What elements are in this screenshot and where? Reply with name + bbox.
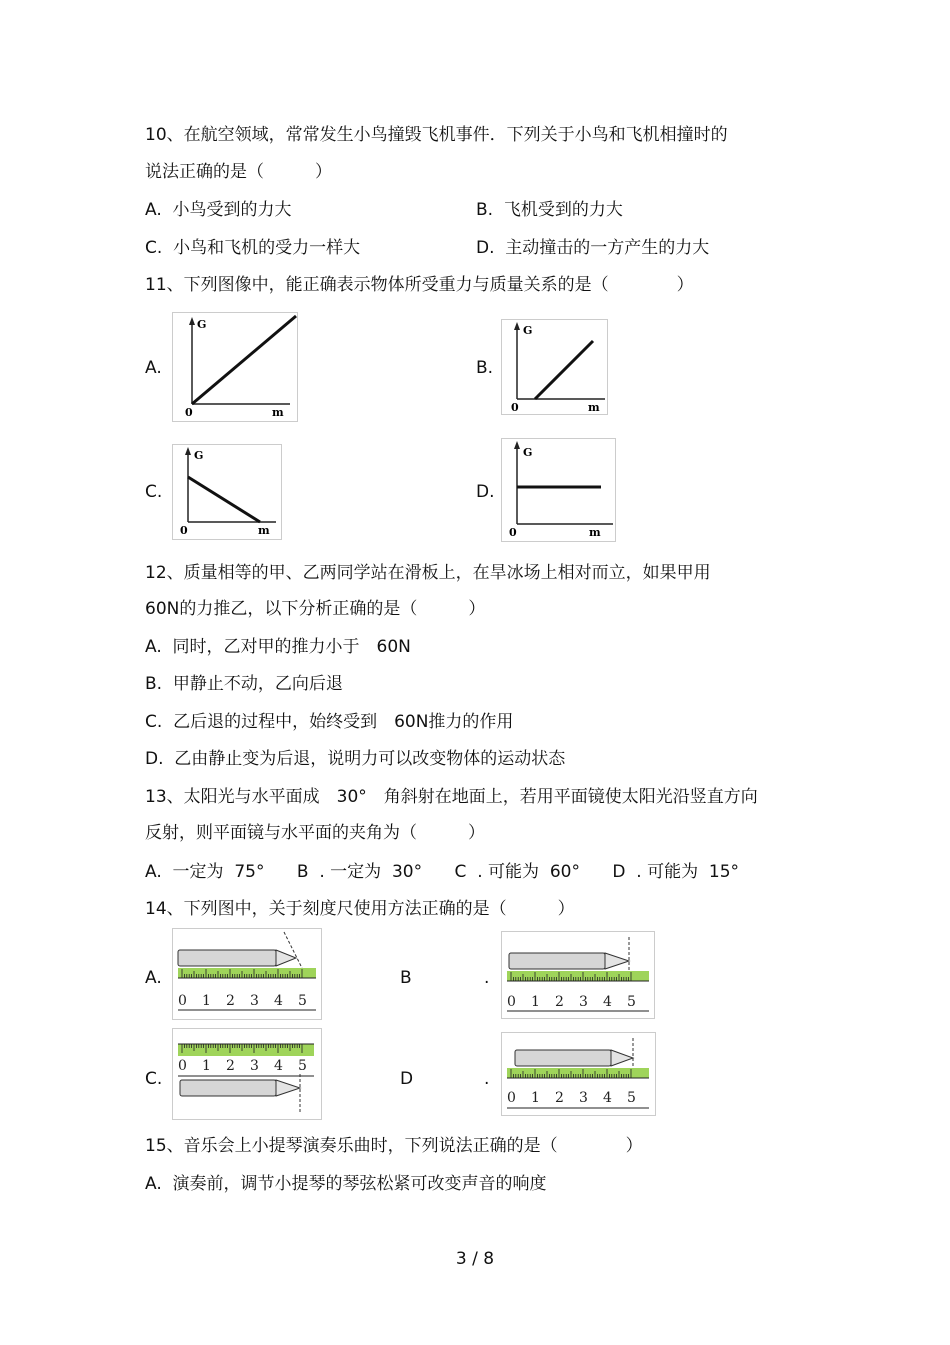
q10-stem-line2: 说法正确的是（ ）	[145, 162, 332, 182]
ruler-label: 0	[507, 994, 516, 1010]
q12-stem-line1: 12、质量相等的甲、乙两同学站在滑板上，在旱冰场上相对而立，如果甲用	[145, 563, 711, 583]
q10-stem-line1: 10、在航空领域，常常发生小鸟撞毁飞机事件．下列关于小鸟和飞机相撞时的	[145, 125, 728, 145]
ruler-label: 1	[531, 1090, 540, 1106]
ruler-label: 0	[507, 1090, 516, 1106]
q14-figure-d	[501, 1032, 656, 1116]
q10-option-a: A. 小鸟受到的力大	[145, 200, 292, 220]
q14-figure-c	[172, 1028, 322, 1120]
ruler-label: 0	[178, 1058, 187, 1074]
q11-label-d: D.	[476, 482, 495, 502]
q11-graph-a	[172, 312, 298, 422]
q11-b-axis-g: G	[523, 324, 533, 337]
q14-label-c: C.	[145, 1069, 163, 1089]
q13-options: A. 一定为 75° B . 一定为 30° C . 可能为 60° D . 可能为 15°	[145, 862, 740, 882]
ruler-label: 3	[579, 1090, 588, 1106]
ruler-label: 5	[627, 994, 636, 1010]
q11-graph-b	[501, 319, 608, 415]
q14-label-a: A.	[145, 968, 162, 988]
q15-stem: 15、音乐会上小提琴演奏乐曲时，下列说法正确的是（ ）	[145, 1136, 643, 1156]
q11-a-axis-g: G	[197, 318, 207, 331]
q11-d-origin: 0	[509, 526, 517, 539]
q14-label-b-dot: .	[484, 968, 490, 988]
ruler-label: 3	[250, 1058, 259, 1074]
ruler-figure-c	[172, 1028, 322, 1120]
ruler-label: 2	[555, 994, 564, 1010]
q12-option-c: C. 乙后退的过程中，始终受到 60N推力的作用	[145, 712, 514, 732]
ruler-label: 5	[298, 1058, 307, 1074]
page-number: 3 / 8	[455, 1249, 495, 1269]
ruler-label: 4	[274, 1058, 283, 1074]
q11-label-b: B.	[476, 358, 494, 378]
ruler-label: 3	[250, 993, 259, 1009]
q11-graph-d	[501, 438, 616, 542]
q11-b-axis-m: m	[588, 401, 600, 414]
ruler-figure-b	[501, 931, 655, 1019]
q13-stem-line1: 13、太阳光与水平面成 30° 角斜射在地面上，若用平面镜使太阳光沿竖直方向	[145, 787, 758, 807]
q11-a-origin: 0	[185, 406, 193, 419]
ruler-label: 2	[226, 1058, 235, 1074]
q15-option-a: A. 演奏前，调节小提琴的琴弦松紧可改变声音的响度	[145, 1174, 547, 1194]
q11-label-c: C.	[145, 482, 163, 502]
ruler-label: 1	[531, 994, 540, 1010]
ruler-label: 3	[579, 994, 588, 1010]
q12-option-b: B. 甲静止不动，乙向后退	[145, 674, 343, 694]
ruler-label: 0	[178, 993, 187, 1009]
q11-c-axis-g: G	[194, 449, 204, 462]
ruler-label: 2	[555, 1090, 564, 1106]
ruler-label: 1	[202, 1058, 211, 1074]
q11-graph-c	[172, 444, 282, 540]
q11-b-origin: 0	[511, 401, 519, 414]
q11-c-origin: 0	[180, 524, 188, 537]
ruler-label: 4	[274, 993, 283, 1009]
q11-c-axis-m: m	[258, 524, 270, 537]
q14-label-d: D	[400, 1069, 414, 1089]
q13-stem-line2: 反射，则平面镜与水平面的夹角为（ ）	[145, 823, 485, 843]
ruler-figure-d	[501, 1032, 656, 1116]
ruler-label: 5	[298, 993, 307, 1009]
ruler-label: 1	[202, 993, 211, 1009]
ruler-label: 5	[627, 1090, 636, 1106]
ruler-label: 4	[603, 1090, 612, 1106]
q11-a-axis-m: m	[272, 406, 284, 419]
ruler-label: 2	[226, 993, 235, 1009]
q14-figure-b	[501, 931, 655, 1019]
q14-figure-a	[172, 928, 322, 1020]
q11-d-axis-g: G	[523, 446, 533, 459]
q12-option-d: D. 乙由静止变为后退，说明力可以改变物体的运动状态	[145, 749, 566, 769]
q10-option-b: B. 飞机受到的力大	[476, 200, 623, 220]
q12-option-a: A. 同时，乙对甲的推力小于 60N	[145, 637, 411, 657]
q12-stem-line2: 60N的力推乙，以下分析正确的是（ ）	[145, 599, 486, 619]
q14-label-d-dot: .	[484, 1069, 490, 1089]
q11-d-axis-m: m	[589, 526, 601, 539]
q14-stem: 14、下列图中，关于刻度尺使用方法正确的是（ ）	[145, 899, 575, 919]
q10-option-d: D. 主动撞击的一方产生的力大	[476, 238, 710, 258]
ruler-figure-a	[172, 928, 322, 1020]
q10-option-c: C. 小鸟和飞机的受力一样大	[145, 238, 361, 258]
ruler-label: 4	[603, 994, 612, 1010]
q11-stem: 11、下列图像中，能正确表示物体所受重力与质量关系的是（ ）	[145, 275, 694, 295]
q11-label-a: A.	[145, 358, 162, 378]
q14-label-b: B	[400, 968, 412, 988]
